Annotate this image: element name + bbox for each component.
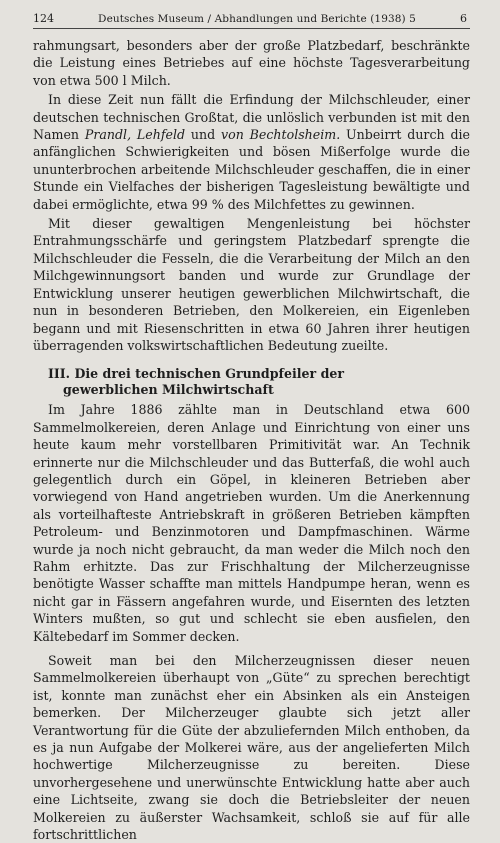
paragraph-2-text-b: Unbeirrt durch die anfänglichen Schwierigkeiten und bösen Mißerfolge wurde die ununterbrochen arbeitende Milchschleuder geschaffen, die in einer Stunde ein Vielfaches der bisherigen Tagesleistung bewältigte und dabei ermöglichte, etwa 99 % des Milchfettes zu gewinnen. xyxy=(33,127,470,212)
running-header xyxy=(33,12,470,25)
paragraph-3: Mit dieser gewaltigen Mengenleistung bei höchster Entrahmungsschärfe und geringstem Platzbedarf sprengte die Milchschleuder die Fesseln, die die Verarbeitung der Milch an den Milchgewinnungsort banden und wurde zur Grundlage der Entwicklung unserer heutigen gewerblichen Milchwirtschaft, die nun in besonderen Betrieben, den Molkereien, ein Eigenleben begann und mit Riesenschritten in etwa 60 Jahren ihrer heutigen überragenden volkswirtschaftlichen Bedeutung zueilte. xyxy=(33,216,470,353)
issue-number: 6 xyxy=(460,12,467,25)
section-heading-line-1: III. Die drei technischen Grundpfeiler der xyxy=(48,366,345,382)
page-number: 124 xyxy=(33,12,54,25)
header-divider xyxy=(33,28,470,29)
paragraph-1: rahmungsart, besonders aber der große Platzbedarf, beschränkte die Leistung eines Betriebes auf eine höchste Tagesverarbeitung von etwa 500 l Milch. xyxy=(33,38,470,88)
inventor-names-1: Prandl, Lehfeld xyxy=(84,127,186,143)
inventor-names-2: von Bechtolsheim. xyxy=(221,127,341,143)
paragraph-4: Im Jahre 1886 zählte man in Deutschland etwa 600 Sammelmolkereien, deren Anlage und Einrichtung von einer uns heute kaum mehr vorstellbaren Primitivität war. An Technik erinnerte nur die Milchschleuder und das Butterfaß, die wohl auch gelegentlich durch ein Göpel, in kleineren Betrieben aber vorwiegend von Hand angetrieben wurden. Um die Anerkennung als vorteilhafteste Antriebskraft in größeren Betrieben kämpften Petroleum- und Benzinmotoren und Dampfmaschinen. Wärme wurde ja noch nicht gebraucht, da man weder die Milch noch den Rahm erhitzte. Das zur Frischhaltung der Milcherzeugnisse benötigte Wasser schaffte man mittels Handpumpe heran, wenn es nicht gar in Fässern angefahren wurde, und Eisernten des letzten Winters mußten, so gut und schlecht sie eben ausfielen, den Kältebedarf im Sommer decken. xyxy=(33,402,470,644)
section-heading-line-2: gewerblichen Milchwirtschaft xyxy=(63,382,274,398)
paragraph-2-text-a: In diese Zeit nun fällt die Erfindung der Milchschleuder, einer deutschen technischen Großtat, die unlöslich verbunden ist mit den Namen xyxy=(33,92,470,143)
paragraph-2 xyxy=(33,91,470,213)
paragraph-5: Soweit man bei den Milcherzeugnissen dieser neuen Sammelmolkereien überhaupt von „Güte“ zu sprechen berechtigt ist, konnte man zunächst eher ein Absinken als ein Ansteigen bemerken. Der Milcherzeuger glaubte sich jetzt aller Verantwortung für die Güte der abzuliefernden Milch enthoben, da es ja nun Aufgabe der Molkerei wäre, aus der angelieferten Milch hochwertige Milcherzeugnisse zu bereiten. Diese unvorhergesehene und unerwünschte Entwicklung hatte aber auch eine Lichtseite, zwang sie doch die Betriebsleiter der neuen Molkereien zu äußerster Wachsamkeit, schloß sie auf für alle fortschrittlichen xyxy=(33,653,470,843)
paragraph-2-connector: und xyxy=(185,127,222,143)
section-heading xyxy=(48,366,470,398)
journal-title: Deutsches Museum / Abhandlungen und Berichte (1938) 5 xyxy=(98,13,416,25)
